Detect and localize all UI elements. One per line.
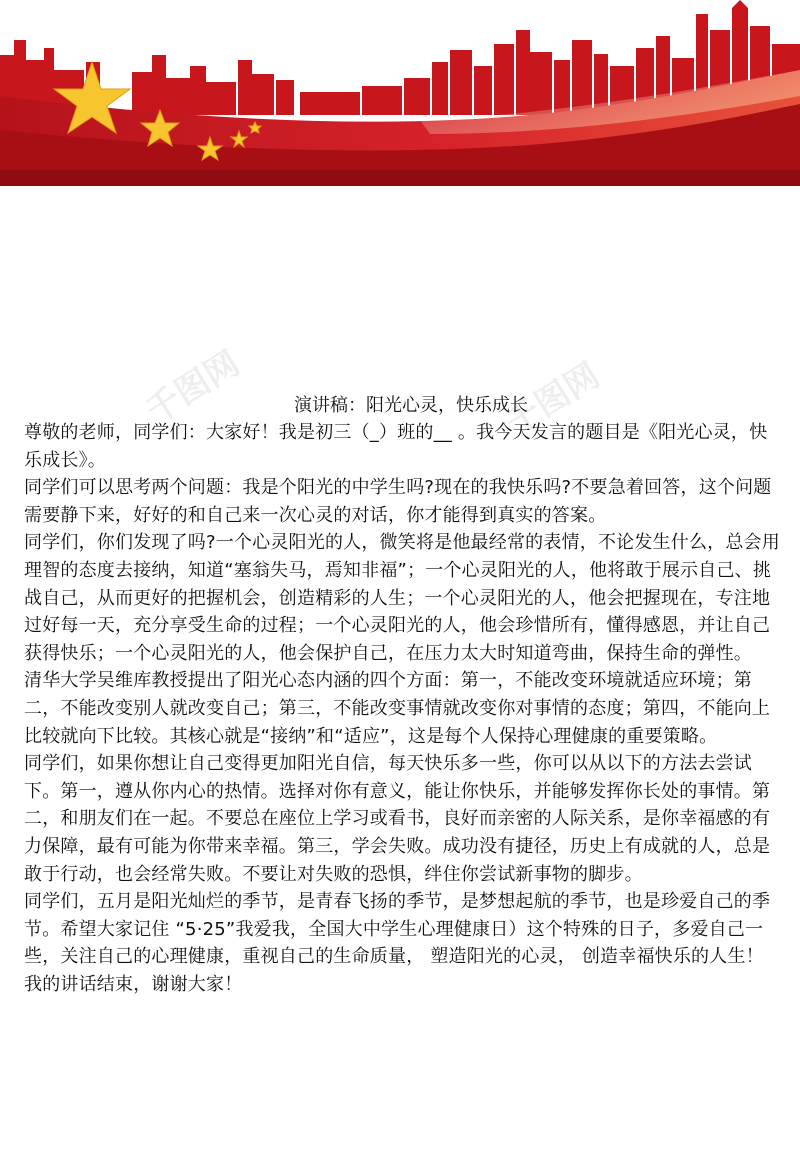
paragraph-sunny-heart: 同学们，你们发现了吗?一个心灵阳光的人，微笑将是他最经常的表情，不论发生什么，总会用理智的态度去接纳，知道“塞翁失马，焉知非福”；一个心灵阳光的人，他将敢于展示自己、挑战自己，从而更好的把握机会，创造精彩的人生；一个心灵阳光的人，他会把握现在，专注地过好每一天，充分享受生命的过程；一个心灵阳光的人，他会珍惜所有，懂得感恩，并让自己获得快乐；一个心灵阳光的人，他会保护自己，在压力太大时知道弯曲，保持生命的弹性。 — [24, 532, 780, 664]
paragraph-questions: 同学们可以思考两个问题：我是个阳光的中学生吗?现在的我快乐吗?不要急着回答，这个问题需要静下来，好好的和自己来一次心灵的对话，你才能得到真实的答案。 — [24, 477, 772, 526]
watermark-text: 千图网 — [499, 355, 607, 444]
watermark-text: 千图网 — [139, 343, 247, 432]
speech-document — [24, 393, 780, 998]
paragraph-methods: 同学们，如果你想让自己变得更加阳光自信，每天快乐多一些，你可以从以下的方法去尝试下。第一，遵从你内心的热情。选择对你有意义，能让你快乐，并能够发挥你长处的事情。第二，和朋友们在一起。不要总在座位上学习或看书，良好而亲密的人际关系，是你幸福感的有力保障，最有可能为你带来幸福。第三，学会失败。成功没有捷径，历史上有成就的人，总是敢于行动，也会经常失败。不要让对失败的恐惧，绊住你尝试新事物的脚步。 — [24, 753, 771, 885]
paragraph-closing: 我的讲话结束，谢谢大家！ — [24, 973, 243, 995]
header-banner — [0, 0, 800, 186]
paragraph-may: 同学们，五月是阳光灿烂的季节，是青春飞扬的季节，是梦想起航的季节，也是珍爱自己的季节。希望大家记住 “5·25”我爱我，全国大中学生心理健康日）这个特殊的日子，多爱自己一些，关注自己的心理健康，重视自己的生命质量， 塑造阳光的心灵， 创造幸福快乐的人生！ — [24, 891, 771, 968]
paragraph-four-aspects: 清华大学吴维库教授提出了阳光心态内涵的四个方面：第一，不能改变环境就适应环境；第二，不能改变别人就改变自己；第三，不能改变事情就改变你对事情的态度；第四，不能向上比较就向下比较。其核心就是“接纳”和“适应”，这是每个人保持心理健康的重要策略。 — [24, 670, 771, 747]
document-title: 演讲稿：阳光心灵，快乐成长 — [294, 395, 528, 416]
paragraph-greeting: 尊敬的老师，同学们：大家好！我是初三（_）班的__ 。我今天发言的题目是《阳光心灵，快乐成长》。 — [24, 422, 768, 471]
